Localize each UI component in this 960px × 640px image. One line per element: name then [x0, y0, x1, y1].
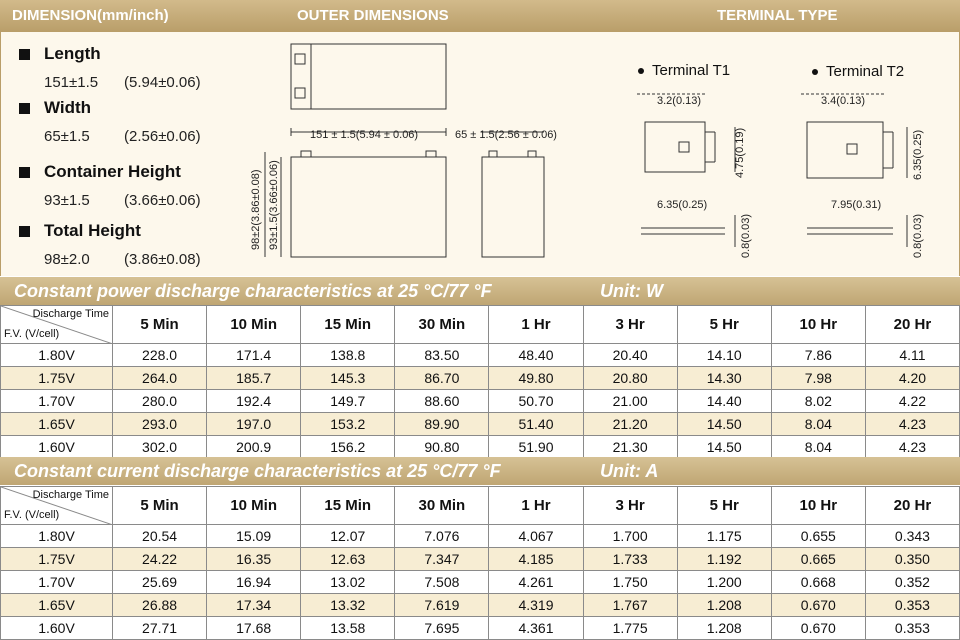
value-cell: 280.0: [113, 390, 207, 413]
value-cell: 0.352: [865, 571, 959, 594]
value-cell: 4.261: [489, 571, 583, 594]
value-cell: 1.767: [583, 594, 677, 617]
table-row: [1, 617, 960, 640]
value-cell: 25.69: [113, 571, 207, 594]
value-cell: 12.63: [301, 548, 395, 571]
terminal-t2-drawing: [801, 94, 907, 247]
final-voltage-cell: 1.65V: [1, 413, 113, 436]
dimension-container-height: [19, 162, 249, 209]
value-cell: 7.619: [395, 594, 489, 617]
value-cell: 21.20: [583, 413, 677, 436]
value-cell: 0.670: [771, 594, 865, 617]
value-cell: 15.09: [207, 525, 301, 548]
t1-width-label: 3.2(0.13): [657, 95, 702, 107]
bullet-dot-icon: [812, 69, 818, 75]
column-header: 5 Min: [113, 306, 207, 344]
value-cell: 20.40: [583, 344, 677, 367]
value-cell: 13.02: [301, 571, 395, 594]
dimension-label: Length: [44, 44, 101, 63]
value-cell: 7.98: [771, 367, 865, 390]
corner-bottom-label: F.V. (V/cell): [4, 328, 60, 340]
value-cell: 197.0: [207, 413, 301, 436]
t1-height-label: 4.75(0.19): [734, 127, 746, 178]
terminal-t1-drawing: [637, 94, 735, 247]
dimension-mm: 65±1.5: [44, 128, 90, 145]
value-cell: 4.23: [865, 436, 959, 459]
value-cell: 88.60: [395, 390, 489, 413]
value-cell: 149.7: [301, 390, 395, 413]
value-cell: 27.71: [113, 617, 207, 640]
dimension-label: Width: [44, 98, 92, 117]
value-cell: 50.70: [489, 390, 583, 413]
value-cell: 21.00: [583, 390, 677, 413]
value-cell: 0.655: [771, 525, 865, 548]
corner-top-label: Discharge Time: [32, 489, 109, 501]
current-discharge-table: [0, 486, 960, 640]
dimension-label: Total Height: [44, 221, 141, 240]
final-voltage-cell: 1.80V: [1, 525, 113, 548]
value-cell: 7.076: [395, 525, 489, 548]
bullet-dot-icon: [638, 68, 644, 74]
table-corner-cell: [1, 487, 113, 525]
container-height-dimension: [268, 157, 281, 257]
power-discharge-table: [0, 305, 960, 459]
value-cell: 48.40: [489, 344, 583, 367]
value-cell: 4.20: [865, 367, 959, 390]
value-cell: 8.04: [771, 436, 865, 459]
value-cell: 24.22: [113, 548, 207, 571]
value-cell: 1.775: [583, 617, 677, 640]
table-row: [1, 548, 960, 571]
width-dimension: [455, 129, 557, 141]
battery-side-view: [482, 151, 544, 257]
table-row: [1, 344, 960, 367]
power-section-unit: Unit: W: [600, 281, 663, 301]
t2-thickness-label: 0.8(0.03): [912, 213, 924, 258]
value-cell: 200.9: [207, 436, 301, 459]
dimension-width: [19, 98, 249, 145]
dimension-inch: (5.94±0.06): [124, 74, 201, 91]
bullet-square-icon: [19, 49, 30, 60]
terminal-t1-text: Terminal T1: [652, 62, 731, 79]
value-cell: 51.90: [489, 436, 583, 459]
current-section-heading: [0, 457, 960, 485]
battery-top-view: [291, 44, 446, 109]
value-cell: 156.2: [301, 436, 395, 459]
final-voltage-cell: 1.75V: [1, 548, 113, 571]
value-cell: 302.0: [113, 436, 207, 459]
corner-bottom-label: F.V. (V/cell): [4, 509, 60, 521]
value-cell: 1.175: [677, 525, 771, 548]
table-corner-cell: [1, 306, 113, 344]
column-header: 1 Hr: [489, 306, 583, 344]
t1-thickness-label: 0.8(0.03): [740, 213, 752, 258]
column-header: 10 Min: [207, 487, 301, 525]
value-cell: 4.23: [865, 413, 959, 436]
dimension-inch: (3.66±0.06): [124, 192, 201, 209]
value-cell: 16.94: [207, 571, 301, 594]
value-cell: 14.50: [677, 436, 771, 459]
power-section-title: Constant power discharge characteristics at 25 °C/77 °F: [14, 281, 492, 301]
value-cell: 14.10: [677, 344, 771, 367]
value-cell: 86.70: [395, 367, 489, 390]
value-cell: 17.68: [207, 617, 301, 640]
value-cell: 20.80: [583, 367, 677, 390]
t2-height-label: 6.35(0.25): [912, 129, 924, 180]
outer-dimensions-heading: OUTER DIMENSIONS: [297, 7, 449, 24]
table-row: [1, 367, 960, 390]
t1-base-width-label: 6.35(0.25): [657, 199, 708, 211]
value-cell: 0.353: [865, 594, 959, 617]
value-cell: 90.80: [395, 436, 489, 459]
column-header: 15 Min: [301, 487, 395, 525]
value-cell: 14.30: [677, 367, 771, 390]
length-dimension-label: 151 ± 1.5(5.94 ± 0.06): [310, 129, 419, 141]
value-cell: 7.347: [395, 548, 489, 571]
value-cell: 1.208: [677, 617, 771, 640]
table-row: [1, 413, 960, 436]
value-cell: 7.695: [395, 617, 489, 640]
table-row: [1, 436, 960, 459]
t2-base-width-label: 7.95(0.31): [831, 199, 882, 211]
value-cell: 185.7: [207, 367, 301, 390]
final-voltage-cell: 1.65V: [1, 594, 113, 617]
value-cell: 153.2: [301, 413, 395, 436]
value-cell: 0.670: [771, 617, 865, 640]
final-voltage-cell: 1.60V: [1, 617, 113, 640]
column-header: 30 Min: [395, 306, 489, 344]
value-cell: 0.353: [865, 617, 959, 640]
value-cell: 171.4: [207, 344, 301, 367]
value-cell: 1.200: [677, 571, 771, 594]
value-cell: 1.733: [583, 548, 677, 571]
header-bar: [0, 0, 960, 32]
value-cell: 0.665: [771, 548, 865, 571]
value-cell: 145.3: [301, 367, 395, 390]
dimension-mm: 98±2.0: [44, 251, 90, 268]
column-header: 30 Min: [395, 487, 489, 525]
value-cell: 89.90: [395, 413, 489, 436]
table-row: [1, 594, 960, 617]
column-header: 10 Hr: [771, 487, 865, 525]
current-section-unit: Unit: A: [600, 461, 659, 481]
final-voltage-cell: 1.80V: [1, 344, 113, 367]
final-voltage-cell: 1.70V: [1, 571, 113, 594]
table-header-row: [1, 306, 960, 344]
total-height-label: 98±2(3.86±0.08): [250, 169, 262, 250]
value-cell: 264.0: [113, 367, 207, 390]
dimension-inch: (3.86±0.08): [124, 251, 201, 268]
value-cell: 4.067: [489, 525, 583, 548]
length-dimension: [291, 128, 446, 141]
value-cell: 8.04: [771, 413, 865, 436]
column-header: 20 Hr: [865, 487, 959, 525]
value-cell: 8.02: [771, 390, 865, 413]
value-cell: 1.750: [583, 571, 677, 594]
value-cell: 1.700: [583, 525, 677, 548]
terminal-t2-text: Terminal T2: [826, 63, 905, 80]
total-height-dimension: [250, 152, 265, 257]
value-cell: 83.50: [395, 344, 489, 367]
column-header: 5 Hr: [677, 306, 771, 344]
value-cell: 14.50: [677, 413, 771, 436]
current-section-title: Constant current discharge characteristics at 25 °C/77 °F: [14, 461, 501, 481]
final-voltage-cell: 1.60V: [1, 436, 113, 459]
value-cell: 4.319: [489, 594, 583, 617]
terminal-type-heading: TERMINAL TYPE: [717, 7, 838, 24]
table-row: [1, 525, 960, 548]
power-section-heading: [0, 277, 960, 305]
table-row: [1, 571, 960, 594]
value-cell: 13.32: [301, 594, 395, 617]
dimension-inch: (2.56±0.06): [124, 128, 201, 145]
dimension-label: Container Height: [44, 162, 181, 181]
value-cell: 228.0: [113, 344, 207, 367]
value-cell: 1.192: [677, 548, 771, 571]
value-cell: 0.668: [771, 571, 865, 594]
dimension-mm: 93±1.5: [44, 192, 90, 209]
terminal-t1-label: [638, 62, 730, 79]
column-header: 15 Min: [301, 306, 395, 344]
value-cell: 20.54: [113, 525, 207, 548]
bullet-square-icon: [19, 167, 30, 178]
value-cell: 4.185: [489, 548, 583, 571]
value-cell: 0.343: [865, 525, 959, 548]
value-cell: 21.30: [583, 436, 677, 459]
container-height-label: 93±1.5(3.66±0.06): [268, 160, 280, 250]
value-cell: 138.8: [301, 344, 395, 367]
value-cell: 51.40: [489, 413, 583, 436]
bullet-square-icon: [19, 103, 30, 114]
column-header: 10 Hr: [771, 306, 865, 344]
column-header: 1 Hr: [489, 487, 583, 525]
terminal-t2-label: [812, 63, 904, 80]
battery-front-view: [291, 151, 446, 257]
dimension-heading: DIMENSION(mm/inch): [12, 7, 169, 24]
value-cell: 4.361: [489, 617, 583, 640]
dimension-length: [19, 44, 249, 91]
value-cell: 7.508: [395, 571, 489, 594]
table-row: [1, 390, 960, 413]
column-header: 3 Hr: [583, 487, 677, 525]
value-cell: 17.34: [207, 594, 301, 617]
corner-top-label: Discharge Time: [32, 308, 109, 320]
table-header-row: [1, 487, 960, 525]
value-cell: 293.0: [113, 413, 207, 436]
dimension-mm: 151±1.5: [44, 74, 99, 91]
final-voltage-cell: 1.70V: [1, 390, 113, 413]
value-cell: 13.58: [301, 617, 395, 640]
value-cell: 49.80: [489, 367, 583, 390]
value-cell: 7.86: [771, 344, 865, 367]
value-cell: 14.40: [677, 390, 771, 413]
column-header: 3 Hr: [583, 306, 677, 344]
value-cell: 4.11: [865, 344, 959, 367]
final-voltage-cell: 1.75V: [1, 367, 113, 390]
bullet-square-icon: [19, 226, 30, 237]
value-cell: 192.4: [207, 390, 301, 413]
column-header: 10 Min: [207, 306, 301, 344]
column-header: 5 Hr: [677, 487, 771, 525]
width-dimension-label: 65 ± 1.5(2.56 ± 0.06): [455, 129, 557, 141]
value-cell: 12.07: [301, 525, 395, 548]
t2-width-label: 3.4(0.13): [821, 95, 866, 107]
value-cell: 0.350: [865, 548, 959, 571]
column-header: 20 Hr: [865, 306, 959, 344]
value-cell: 1.208: [677, 594, 771, 617]
column-header: 5 Min: [113, 487, 207, 525]
value-cell: 26.88: [113, 594, 207, 617]
value-cell: 4.22: [865, 390, 959, 413]
dimension-total-height: [19, 221, 249, 268]
value-cell: 16.35: [207, 548, 301, 571]
